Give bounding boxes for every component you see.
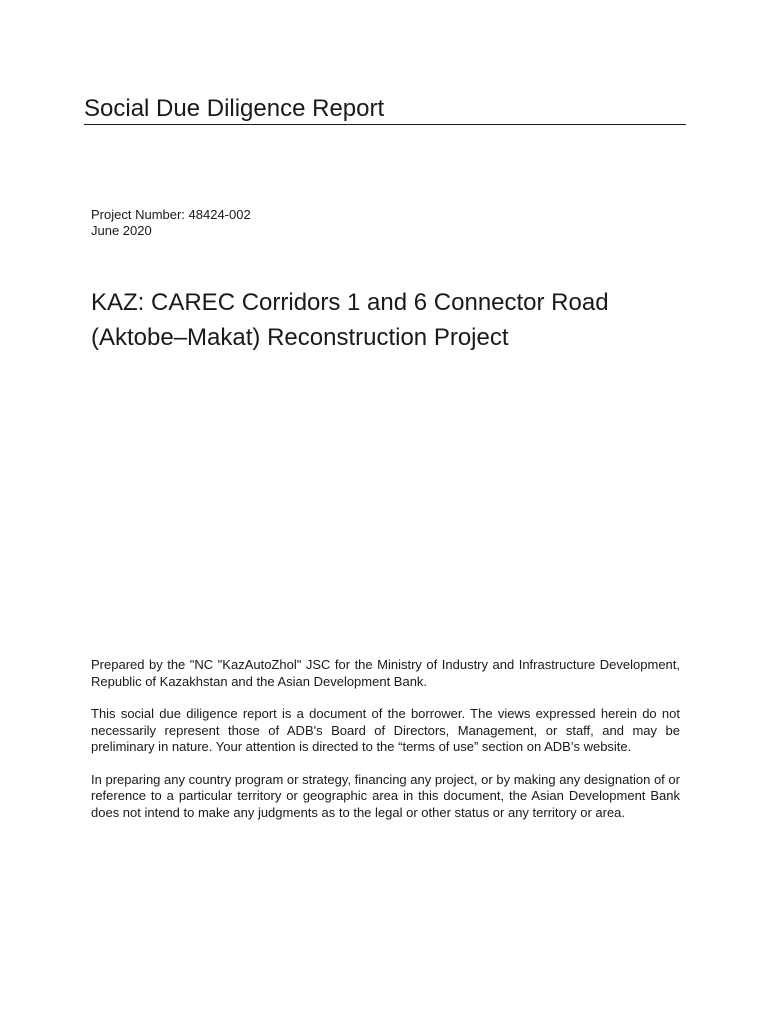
project-title: [91, 285, 711, 355]
project-meta: [91, 207, 251, 239]
report-type-heading: Social Due Diligence Report: [84, 94, 686, 125]
project-number: Project Number: 48424-002: [91, 207, 251, 222]
report-date: June 2020: [91, 223, 152, 238]
project-title-line-1: KAZ: CAREC Corridors 1 and 6 Connector Road: [91, 289, 609, 316]
territory-note-paragraph: In preparing any country program or strategy, financing any project, or by making any designation of or reference to a particular territory or geographic area in this document, the Asian Development Bank does not intend to make any judgments as to the legal or other status or any territory or area.: [91, 771, 680, 820]
disclaimer-paragraph: This social due diligence report is a document of the borrower. The views expressed herein do not necessarily represent those of ADB's Board of Directors, Management, or staff, and may be preliminary in nature. Your attention is directed to the “terms of use” section on ADB’s website.: [91, 706, 680, 754]
project-title-line-2: (Aktobe–Makat) Reconstruction Project: [91, 324, 509, 351]
prepared-by-paragraph: Prepared by the "NC "KazAutoZhol" JSC for the Ministry of Industry and Infrastructure Development, Republic of Kazakhstan and the Asian Development Bank.: [91, 657, 680, 689]
body-text: [91, 657, 680, 837]
